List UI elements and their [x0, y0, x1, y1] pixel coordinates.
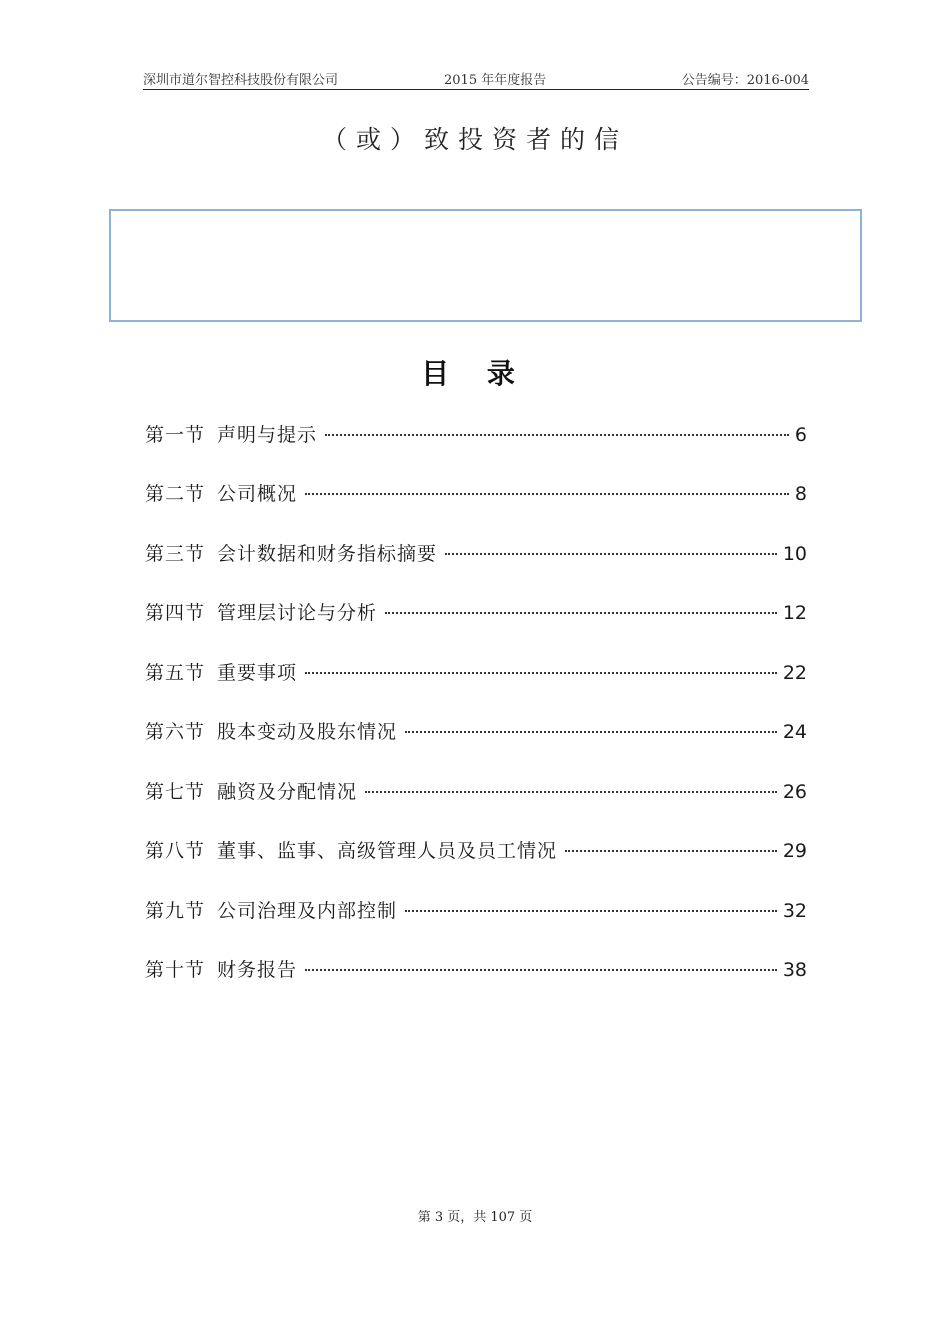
toc-entry[interactable] [145, 955, 807, 989]
toc-dot-leader [385, 611, 777, 614]
header-company-name: 深圳市道尔智控科技股份有限公司 [143, 73, 339, 88]
letter-title: （或）致投资者的信 [321, 125, 628, 154]
toc-entry[interactable] [145, 777, 807, 811]
toc-section-name: 公司概况 [217, 483, 298, 505]
toc-page-number: 12 [782, 602, 807, 624]
toc-page-number: 26 [782, 781, 807, 803]
header-notice-number: 公告编号：2016-004 [681, 73, 809, 88]
toc-entry[interactable] [145, 598, 807, 632]
toc-section-name: 公司治理及内部控制 [217, 900, 398, 922]
toc-entry[interactable] [145, 479, 807, 513]
toc-section-name: 财务报告 [217, 959, 298, 981]
toc-section-name: 董事、监事、高级管理人员及员工情况 [217, 840, 558, 862]
header-report-title: 2015 年年度报告 [444, 73, 547, 88]
toc-page-number: 32 [782, 900, 807, 922]
toc-entry[interactable] [145, 836, 807, 870]
toc-entry[interactable] [145, 717, 807, 751]
toc-section-number: 第十节 [145, 959, 206, 981]
toc-section-name: 融资及分配情况 [217, 781, 358, 803]
toc-section-name: 股本变动及股东情况 [217, 721, 398, 743]
toc-dot-leader [305, 492, 789, 495]
toc-dot-leader [305, 671, 777, 674]
toc-page-number: 24 [782, 721, 807, 743]
toc-page-number: 6 [794, 424, 807, 446]
toc-title: 目 录 [421, 357, 529, 390]
page-header [143, 67, 809, 90]
toc-entry[interactable] [145, 896, 807, 930]
toc-section-number: 第七节 [145, 781, 206, 803]
toc-dot-leader [445, 552, 777, 555]
page-footer: 第 3 页，共 107 页 [417, 1210, 533, 1225]
toc-entry[interactable] [145, 658, 807, 692]
toc-section-name: 管理层讨论与分析 [217, 602, 378, 624]
toc-dot-leader [305, 968, 777, 971]
toc-entry[interactable] [145, 539, 807, 573]
toc-section-number: 第二节 [145, 483, 206, 505]
toc-dot-leader [325, 433, 789, 436]
toc-page-number: 22 [782, 662, 807, 684]
letter-content-box [109, 209, 862, 322]
toc-entry[interactable] [145, 420, 807, 454]
toc-page-number: 10 [782, 543, 807, 565]
toc-dot-leader [365, 790, 777, 793]
toc-section-name: 重要事项 [217, 662, 298, 684]
toc-page-number: 29 [782, 840, 807, 862]
toc-section-name: 会计数据和财务指标摘要 [217, 543, 438, 565]
toc-page-number: 38 [782, 959, 807, 981]
toc-section-number: 第五节 [145, 662, 206, 684]
toc-section-number: 第六节 [145, 721, 206, 743]
toc-section-number: 第九节 [145, 900, 206, 922]
toc-section-number: 第三节 [145, 543, 206, 565]
toc-section-number: 第四节 [145, 602, 206, 624]
toc-section-name: 声明与提示 [217, 424, 318, 446]
toc-section-number: 第一节 [145, 424, 206, 446]
toc-section-number: 第八节 [145, 840, 206, 862]
toc-dot-leader [405, 909, 777, 912]
toc-page-number: 8 [794, 483, 807, 505]
toc-dot-leader [565, 849, 777, 852]
toc-dot-leader [405, 730, 777, 733]
